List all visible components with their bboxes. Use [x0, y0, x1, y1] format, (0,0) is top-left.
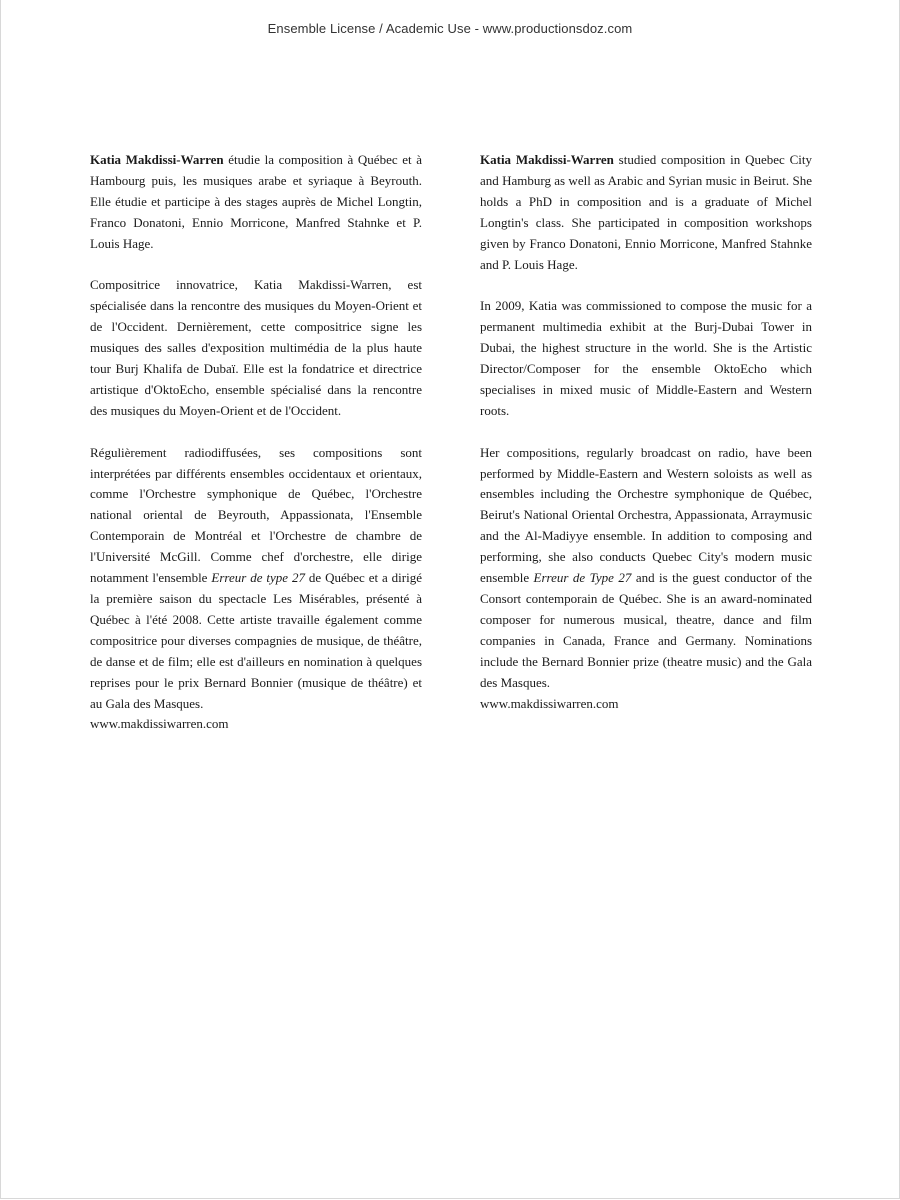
english-biography-column — [480, 150, 812, 714]
english-paragraph-3-text-a: Her compositions, regularly broadcast on radio, have been performed by Middle-Eastern and Western soloists as well as ensembles including the Orchestre symphonique de Québec, Beirut's National Oriental Orchestra, Appassionata, Arraymusic and the Al-Madiyye ensemble. In addition to composing and performing, she also conducts Quebec City's modern music ensemble — [480, 444, 812, 586]
license-header: Ensemble License / Academic Use - www.productionsdoz.com — [267, 21, 633, 36]
french-paragraph-1-text: étudie la composition à Québec et à Hambourg puis, les musiques arabe et syriaque à Beyrouth. Elle étudie et participe à des stages auprès de Michel Longtin, Franco Donatoni, Ennio Morricone, Manfred Stahnke et P. Louis Hage. — [90, 152, 422, 251]
french-composer-name: Katia Makdissi-Warren — [90, 152, 224, 167]
english-paragraph-2: In 2009, Katia was commissioned to compose the music for a permanent multimedia exhibit at the Burj-Dubai Tower in Dubai, the highest structure in the world. She is the Artistic Director/Composer for the ensemble OktoEcho which specialises in mixed music of Middle-Eastern and Western roots. — [480, 298, 812, 418]
french-paragraph-1 — [90, 150, 422, 255]
french-paragraph-3-text-a: Régulièrement radiodiffusées, ses compositions sont interprétées par différents ensembles occidentaux et orientaux, comme l'Orchestre symphonique de Québec, l'Orchestre national oriental de Beyrouth, Appassionata, l'Ensemble Contemporain de Montréal et l'Orchestre de chambre de l'Université McGill. Comme chef d'orchestre, elle dirige notamment l'ensemble — [90, 444, 422, 586]
french-biography-column — [90, 150, 422, 735]
french-paragraph-2: Compositrice innovatrice, Katia Makdissi-Warren, est spécialisée dans la rencontre des musiques du Moyen-Orient et de l'Occident. Dernièrement, cette compositrice signe les musiques des salles d'exposition multimédia de la plus haute tour Burj Khalifa de Dubaï. Elle est la fondatrice et directrice artistique d'OktoEcho, ensemble spécialisé dans la rencontre des musiques du Moyen-Orient et de l'Occident. — [90, 277, 422, 418]
french-ensemble-name: Erreur de type 27 — [211, 570, 305, 586]
french-paragraph-3-text-b: de Québec et a dirigé la première saison du spectacle Les Misérables, présenté à Québec à l'été 2008. Cette artiste travaille également comme compositrice pour diverses compagnies de musique, de théâtre, de danse et de film; elle est d'ailleurs en nomination à quelques reprises pour le prix Bernard Bonnier (musique de théâtre) et au Gala des Masques. — [90, 570, 422, 711]
english-composer-name: Katia Makdissi-Warren — [480, 152, 614, 167]
french-website-link[interactable]: www.makdissiwarren.com — [90, 716, 229, 732]
english-ensemble-name: Erreur de Type 27 — [533, 570, 632, 586]
english-paragraph-3 — [480, 443, 812, 715]
english-paragraph-1-text: studied composition in Quebec City and Hamburg as well as Arabic and Syrian music in Beirut. She holds a PhD in composition and is a graduate of Michel Longtin's class. She participated in composition workshops given by Franco Donatoni, Ennio Morricone, Manfred Stahnke and P. Louis Hage. — [480, 152, 812, 272]
english-paragraph-3-text-b: and is the guest conductor of the Consort contemporain de Québec. She is an award-nominated composer for numerous musical, theatre, dance and film companies in Canada, France and Germany. Nominations include the Bernard Bonnier prize (theatre music) and the Gala des Masques. — [480, 570, 812, 690]
french-paragraph-3 — [90, 443, 422, 736]
english-website-link[interactable]: www.makdissiwarren.com — [480, 695, 619, 711]
english-paragraph-1 — [480, 150, 812, 275]
